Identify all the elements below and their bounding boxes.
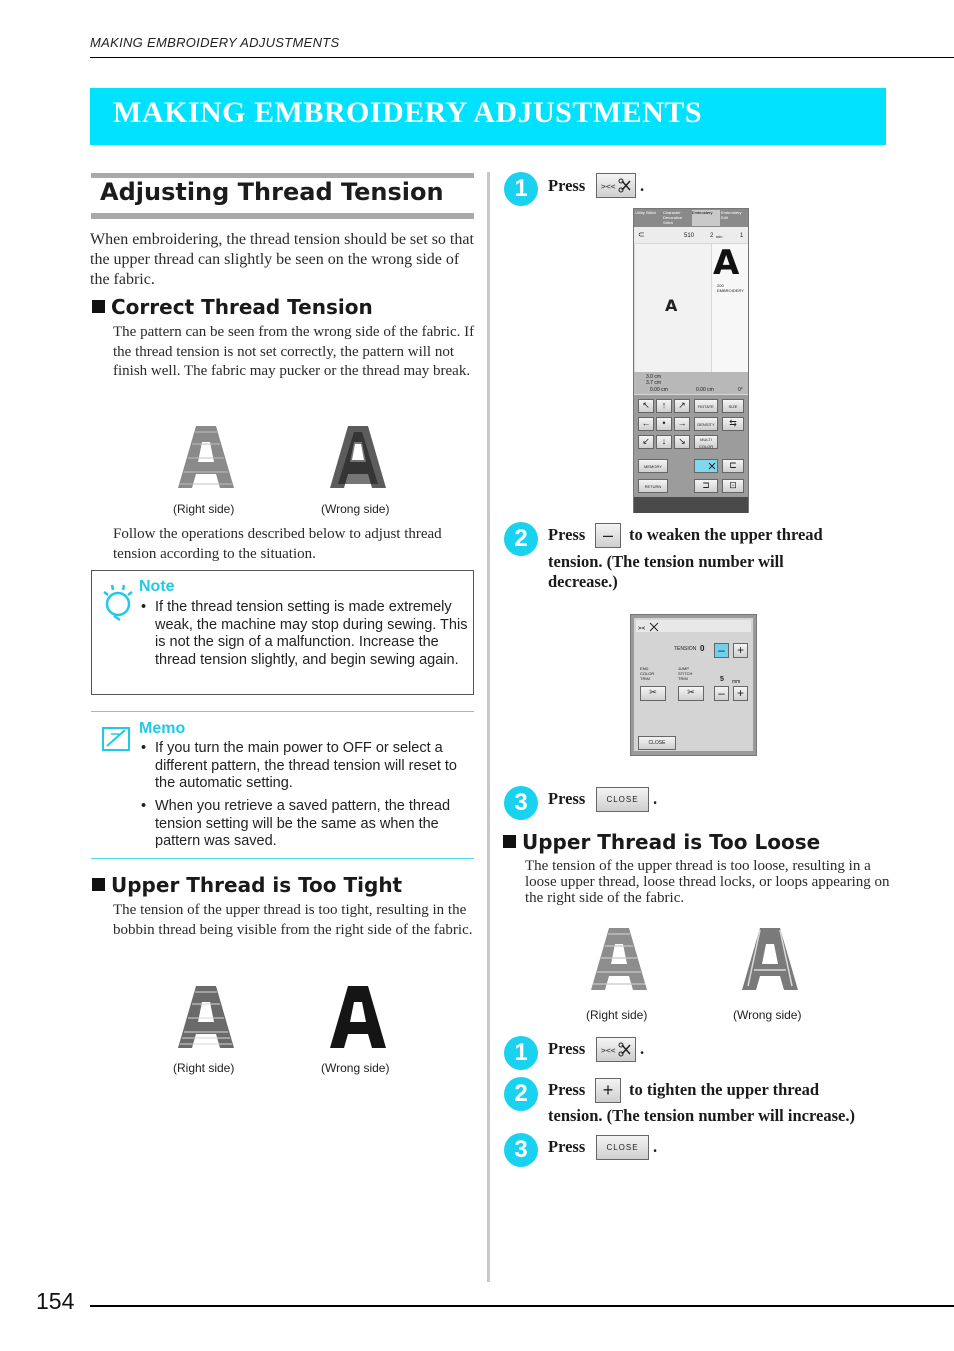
screen-status-bar <box>634 497 748 513</box>
step-1-circle: 1 <box>504 172 538 206</box>
tight-text: The tension of the upper thread is too tight, resulting in the bobbin thread being visible from the right side of the fabric. <box>113 902 473 938</box>
loose-step-3-circle: 3 <box>504 1133 538 1167</box>
step-3-circle: 3 <box>504 786 538 820</box>
loose-step-1-period: . <box>640 1039 645 1058</box>
jump-value: 5 <box>720 676 724 683</box>
arrow-down-button[interactable]: ↓ <box>656 435 672 449</box>
close-key[interactable]: CLOSE <box>596 787 649 812</box>
header-rule <box>90 57 954 58</box>
size-height: 3.7 cm <box>646 380 662 386</box>
loose-step-3-period: . <box>653 1137 658 1156</box>
edit-button-panel <box>634 395 748 513</box>
tension-minus-button[interactable]: – <box>714 643 729 658</box>
correct-right-side-image <box>176 424 236 490</box>
loose-wrong-side-image <box>740 926 800 992</box>
loose-heading: Upper Thread is Too Loose <box>503 830 820 854</box>
note-label: Note <box>139 578 175 595</box>
center-button[interactable]: • <box>656 417 672 431</box>
jump-stitch-trim-label: JUMP STITCH TRIM <box>678 666 693 681</box>
loose-step-2-circle: 2 <box>504 1077 538 1111</box>
loose-embroidery-tension-key[interactable] <box>596 1037 636 1062</box>
embroidery-tension-key[interactable] <box>596 173 636 198</box>
size-bar <box>634 372 748 394</box>
section-title: Adjusting Thread Tension <box>100 178 444 206</box>
screen-info-bar <box>634 227 748 243</box>
memo-rule-bottom <box>91 858 474 859</box>
loose-close-key[interactable]: CLOSE <box>596 1135 649 1160</box>
color-panel <box>712 244 748 372</box>
scissors-icon <box>597 174 635 197</box>
step-1-press: Press <box>548 176 586 195</box>
preview-letter: A <box>665 296 678 315</box>
note-item: • If the thread tension setting is made extremely weak, the machine may stop during sewing. This is not the sign of a malfunction. Increase the thread tension slightly, and begin sewing again. <box>141 599 468 668</box>
memo-rule-top <box>91 711 474 712</box>
tab-embroidery[interactable]: Embroidery <box>692 210 720 226</box>
step-2-line2: tension. (The tension number will decrease.) <box>548 552 784 591</box>
pos-x: 0.00 cm <box>650 387 668 393</box>
chapter-title: MAKING EMBROIDERY ADJUSTMENTS <box>113 96 703 129</box>
tension-plus-button[interactable]: + <box>733 643 748 658</box>
note-icon <box>100 582 134 622</box>
pos-y: 0.00 cm <box>696 387 714 393</box>
stitch-count: 510 <box>684 233 695 239</box>
jump-minus-button[interactable]: – <box>714 686 729 701</box>
correct-caption-right: (Right side) <box>173 502 235 516</box>
memo-item-2: • When you retrieve a saved pattern, the thread tension setting will be the same as when the pattern was saved. <box>141 798 451 849</box>
embroidery-preview-area <box>635 244 711 372</box>
footer-rule <box>90 1305 954 1307</box>
svg-text:><<: ><< <box>601 1046 616 1055</box>
color-line-1: 200 <box>717 283 724 288</box>
scissors-icon <box>695 460 717 472</box>
plus-key[interactable]: + <box>595 1078 621 1103</box>
return-button[interactable]: RETURN <box>638 479 668 493</box>
follow-text: Follow the operations described below to adjust thread tension according to the situation. <box>113 526 442 562</box>
step-1-period: . <box>640 176 645 195</box>
size-button[interactable]: SIZE <box>722 399 744 413</box>
column-divider <box>487 172 490 1282</box>
loose-step-2-line1: to tighten the upper thread <box>629 1080 820 1099</box>
svg-text:><<: ><< <box>601 182 616 191</box>
step-2-press: Press <box>548 525 586 544</box>
correct-caption-wrong: (Wrong side) <box>321 502 390 516</box>
sew-time: 2 <box>710 233 714 239</box>
tight-caption-right: (Right side) <box>173 1061 235 1075</box>
loose-step-2-line2: tension. (The tension number will increase.) <box>548 1106 855 1125</box>
tight-right-side-image <box>176 984 236 1050</box>
loose-caption-wrong: (Wrong side) <box>733 1008 802 1022</box>
arrow-right-button[interactable]: → <box>674 417 690 431</box>
loose-step-1-circle: 1 <box>504 1036 538 1070</box>
tight-caption-wrong: (Wrong side) <box>321 1061 390 1075</box>
tab-character[interactable]: Character Decorative Stitch <box>663 210 683 225</box>
tight-heading: Upper Thread is Too Tight <box>92 873 402 897</box>
tab-utility[interactable]: Utility Stitch <box>635 210 656 215</box>
tension-label: TENSION <box>674 646 697 652</box>
end-color-trim-label: END COLOR TRIM <box>640 666 655 681</box>
svg-text:><: >< <box>638 625 646 632</box>
step-2-circle: 2 <box>504 522 538 556</box>
section-intro: When embroidering, the thread tension should be set so that the upper thread can slightly be seen on the wrong side of the fabric. <box>90 231 474 288</box>
memo-icon <box>101 724 133 752</box>
memo-label: Memo <box>139 720 186 737</box>
mirror-button[interactable]: ⇆ <box>722 417 744 431</box>
arrow-up-right-button[interactable]: ↗ <box>674 399 690 413</box>
sew-time-unit: min <box>716 234 723 239</box>
layout-button[interactable]: ⊡ <box>722 479 744 493</box>
tension-screen <box>630 614 757 756</box>
tab-embroidery-edit[interactable]: Embroidery Edit <box>721 210 742 220</box>
memo-item-1: • If you turn the main power to OFF or select a different pattern, the thread tension will reset to the automatic setting. <box>141 740 457 791</box>
section-bar-bottom <box>91 213 474 219</box>
step-2-line1: to weaken the upper thread <box>629 525 823 544</box>
color-line-2: EMBROIDERY <box>717 288 744 293</box>
step-3-period: . <box>653 789 658 808</box>
step-3-press: Press <box>548 789 586 808</box>
multi-color-button[interactable]: MULTI COLOR <box>694 435 718 449</box>
thread-icon: ⊂ <box>638 230 645 239</box>
loose-text: The tension of the upper thread is too loose, resulting in a loose upper thread, loose thread locks, or loops appearing on the right side of the fabric. <box>525 858 890 906</box>
screen-close-button[interactable]: CLOSE <box>638 736 676 750</box>
scissors-icon <box>597 1038 635 1061</box>
color-panel-letter: A <box>713 243 740 283</box>
loose-caption-right: (Right side) <box>586 1008 648 1022</box>
rotate-button[interactable]: ROTATE <box>694 399 718 413</box>
loose-step-1-press: Press <box>548 1039 586 1058</box>
embroidery-screen <box>633 208 749 513</box>
jump-unit: mm <box>732 679 741 685</box>
screen-tab-bar <box>634 209 748 227</box>
minus-key[interactable]: – <box>595 523 621 548</box>
loose-step-2-press: Press <box>548 1080 586 1099</box>
tension-button-highlight[interactable] <box>694 459 718 473</box>
angle-readout: 0° <box>738 387 743 393</box>
running-header: MAKING EMBROIDERY ADJUSTMENTS <box>90 35 340 50</box>
size-width: 3.0 cm <box>646 374 662 380</box>
correct-heading: Correct Thread Tension <box>92 295 373 319</box>
tight-wrong-side-image <box>328 984 388 1050</box>
end-trim-toggle[interactable]: ✂ <box>640 686 666 701</box>
tension-value: 0 <box>700 644 705 653</box>
loose-right-side-image <box>589 926 649 992</box>
arrow-down-left-button[interactable]: ↙ <box>638 435 654 449</box>
arrow-down-right-button[interactable]: ↘ <box>674 435 690 449</box>
density-button[interactable]: DENSITY <box>694 417 718 431</box>
loose-step-3-press: Press <box>548 1137 586 1156</box>
correct-wrong-side-image <box>328 424 388 490</box>
arrow-up-button[interactable]: ↑ <box>656 399 672 413</box>
color-count: 1 <box>740 233 744 239</box>
scissors-icon <box>636 621 666 633</box>
tension-screen-body <box>634 618 753 751</box>
frame-button[interactable]: ⊐ <box>694 479 718 493</box>
jump-trim-toggle[interactable]: ✂ <box>678 686 704 701</box>
arrow-left-button[interactable]: ← <box>638 417 654 431</box>
page-number: 154 <box>36 1288 75 1314</box>
memory-button[interactable]: MEMORY <box>638 459 668 473</box>
tension-title-bar <box>636 620 751 632</box>
arrow-up-left-button[interactable]: ↖ <box>638 399 654 413</box>
correct-text: The pattern can be seen from the wrong side of the fabric. If the thread tension is not set correctly, the pattern will not finish well. The fabric may pucker or the thread may break. <box>113 324 475 379</box>
trial-button[interactable]: ⊏ <box>722 459 744 473</box>
jump-plus-button[interactable]: + <box>733 686 748 701</box>
